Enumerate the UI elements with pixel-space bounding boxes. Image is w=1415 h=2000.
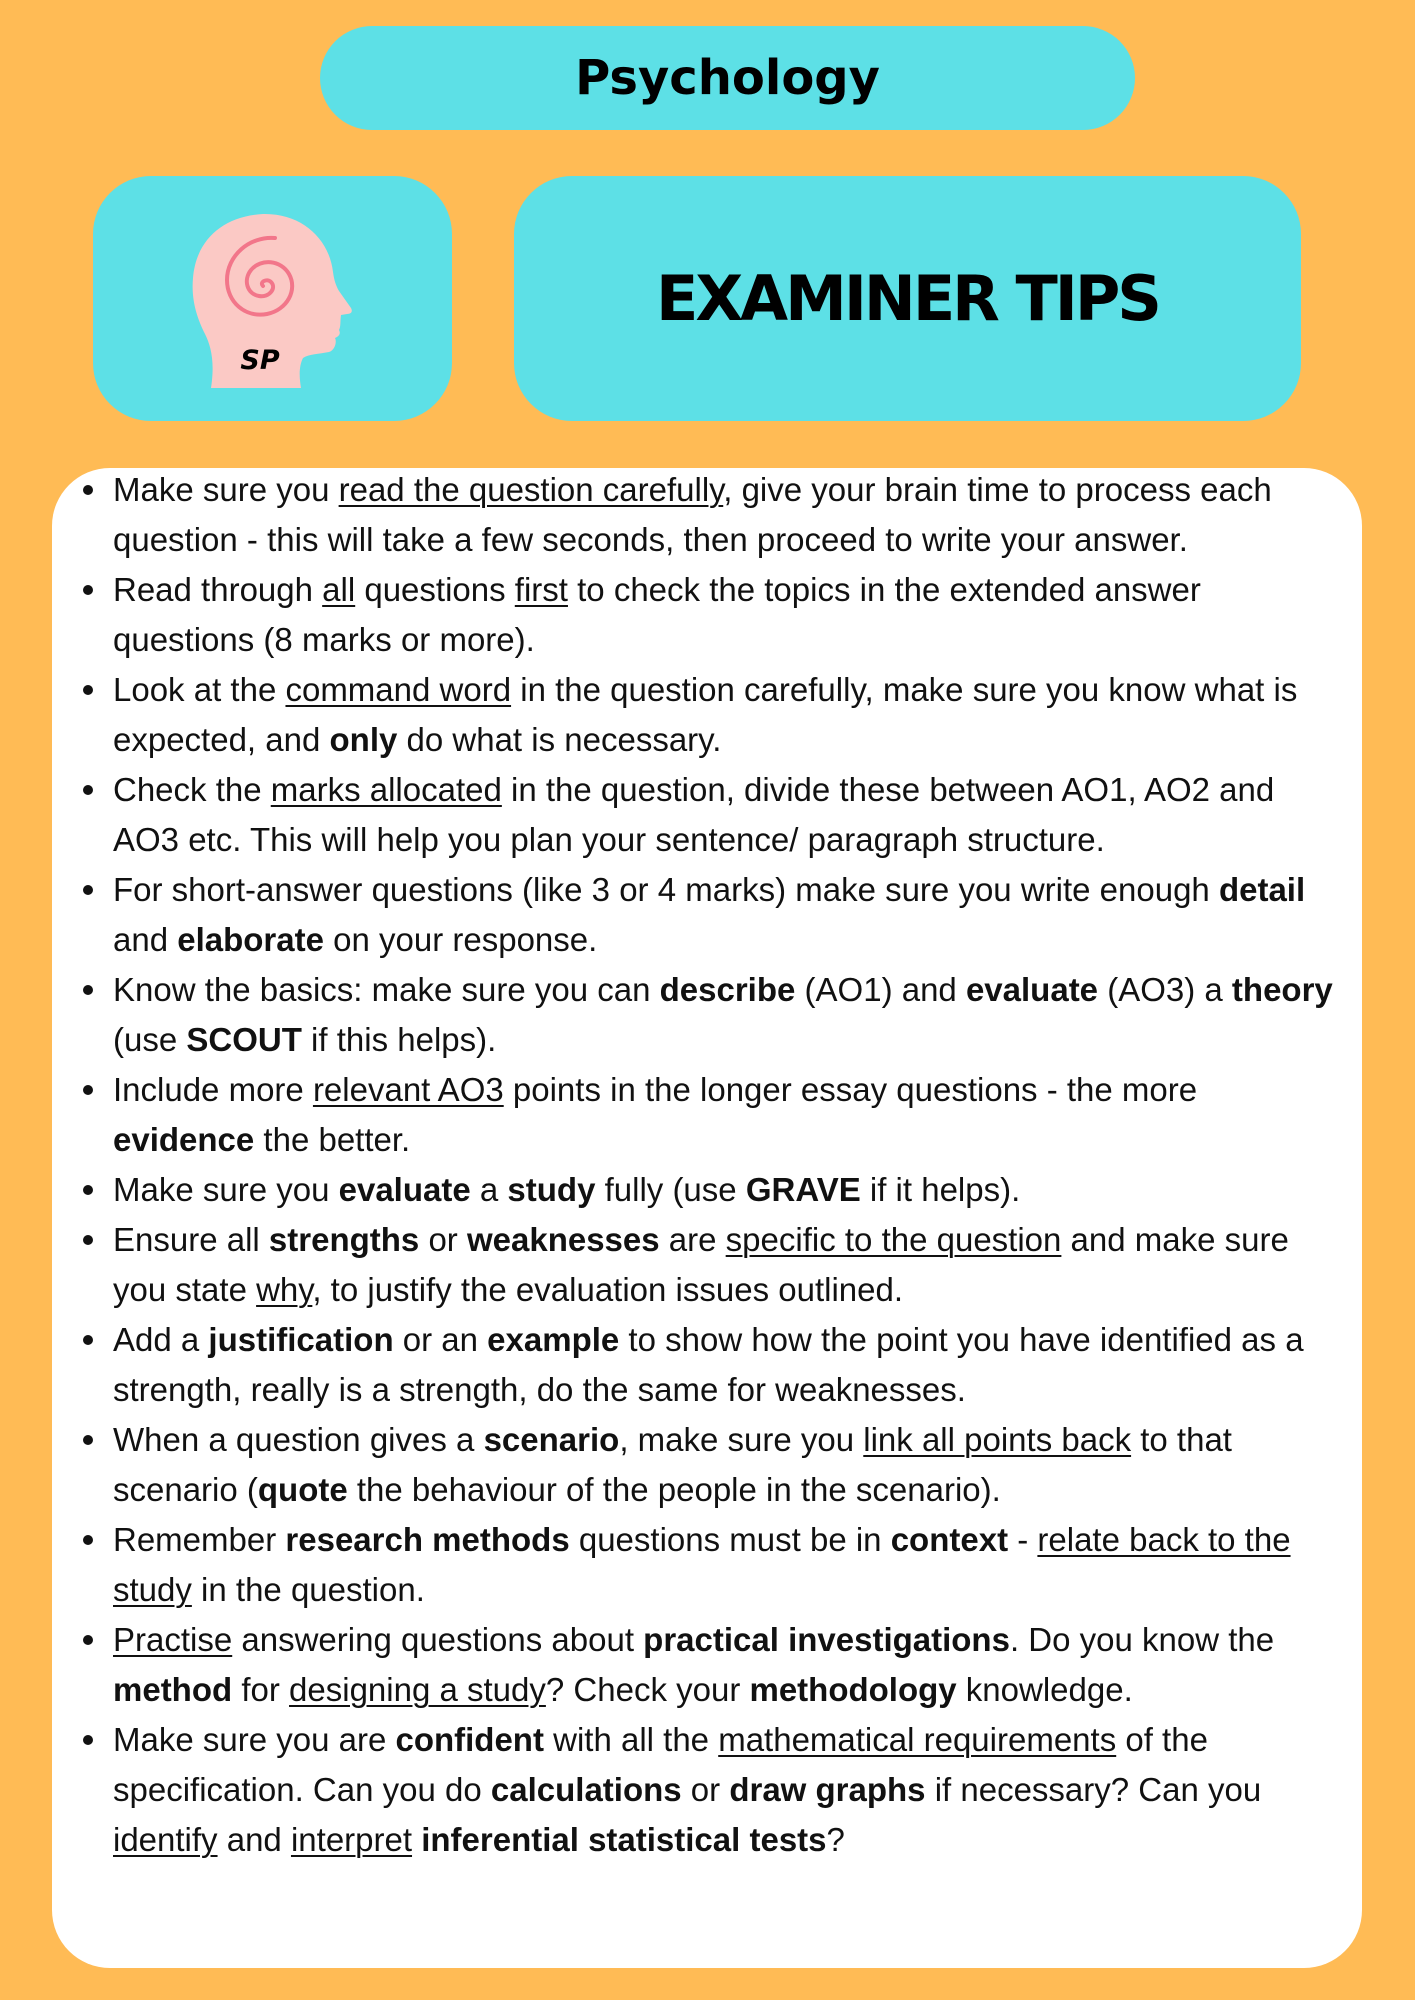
tip-bold-text: draw graphs xyxy=(729,1771,926,1808)
tip-underlined-text: specific to the question xyxy=(725,1221,1062,1258)
tip-text: and make sure you state xyxy=(113,1221,1289,1308)
tip-bold-text: SCOUT xyxy=(186,1021,302,1058)
tip-text: Make sure you xyxy=(113,471,339,508)
tip-bold-text: describe xyxy=(659,971,796,1008)
tip-text: to show how the point you have identified as a strength, really is a strength, do the same for weaknesses. xyxy=(113,1321,1304,1408)
subject-banner xyxy=(320,26,1135,130)
tip-bold-text: practical investigations xyxy=(643,1621,1010,1658)
tip-bold-text: research methods xyxy=(285,1521,570,1558)
head-with-spiral-icon xyxy=(93,176,452,421)
tip-bold-text: evidence xyxy=(113,1121,255,1158)
tip-item xyxy=(113,1715,1333,1865)
tip-text: or an xyxy=(393,1321,488,1358)
tip-bold-text: context xyxy=(890,1521,1009,1558)
tip-bold-text: quote xyxy=(257,1471,348,1508)
tip-underlined-text: relevant AO3 xyxy=(312,1071,504,1108)
tip-bold-text: evaluate xyxy=(338,1171,471,1208)
tips-list xyxy=(113,465,1333,1865)
tip-text xyxy=(412,1821,421,1858)
tip-bold-text: GRAVE xyxy=(745,1171,861,1208)
tip-bold-text: calculations xyxy=(490,1771,682,1808)
tip-item xyxy=(113,565,1333,665)
tip-text: - xyxy=(1008,1521,1038,1558)
tip-bold-text: study xyxy=(507,1171,596,1208)
tip-text: do what is necessary. xyxy=(397,721,722,758)
tip-item xyxy=(113,1315,1333,1415)
tip-item xyxy=(113,1215,1333,1315)
tip-item xyxy=(113,1065,1333,1165)
tip-text: Read through xyxy=(113,571,323,608)
tip-bold-text: evaluate xyxy=(965,971,1099,1008)
tip-item xyxy=(113,1415,1333,1515)
tip-underlined-text: all xyxy=(322,571,356,608)
tip-text: are xyxy=(659,1221,726,1258)
tip-text: . Do you know the xyxy=(1009,1621,1275,1658)
tip-text: with all the xyxy=(543,1721,719,1758)
tip-item xyxy=(113,465,1333,565)
tip-text: answering questions about xyxy=(232,1621,644,1658)
tip-text: ? Check your xyxy=(545,1671,750,1708)
tip-underlined-text: why xyxy=(256,1271,313,1308)
tip-text: knowledge. xyxy=(956,1671,1133,1708)
logo-panel xyxy=(93,176,452,421)
tip-bold-text: theory xyxy=(1231,971,1333,1008)
tip-bold-text: strengths xyxy=(268,1221,420,1258)
tip-text: For short-answer questions (like 3 or 4 marks) make sure you write enough xyxy=(113,871,1219,908)
tip-underlined-text: interpret xyxy=(290,1821,413,1858)
tip-text: or xyxy=(419,1221,467,1258)
tip-text: questions xyxy=(355,571,515,608)
tip-text: in the question, divide these between AO1, AO2 and AO3 etc. This will help you plan your sentence/ paragraph structure. xyxy=(113,771,1275,858)
tip-text: , make sure you xyxy=(619,1421,864,1458)
heading-panel xyxy=(514,176,1301,421)
tip-text: (AO3) a xyxy=(1098,971,1232,1008)
tip-text: on your response. xyxy=(323,921,598,958)
tip-text: if it helps). xyxy=(860,1171,1021,1208)
tip-underlined-text: relate back to the study xyxy=(113,1521,1291,1608)
tip-text: the better. xyxy=(254,1121,411,1158)
tip-bold-text: method xyxy=(113,1671,233,1708)
tip-text: if necessary? Can you xyxy=(925,1771,1262,1808)
tip-item xyxy=(113,1515,1333,1615)
tip-text: or xyxy=(681,1771,730,1808)
tip-text: , to justify the evaluation issues outlined. xyxy=(312,1271,904,1308)
tip-text: Look at the xyxy=(113,671,286,708)
tip-text: and xyxy=(217,1821,291,1858)
tip-item xyxy=(113,1165,1333,1215)
tip-item xyxy=(113,665,1333,765)
tip-bold-text: only xyxy=(329,721,398,758)
tip-item xyxy=(113,865,1333,965)
tip-text: to that scenario ( xyxy=(113,1421,1232,1508)
tip-bold-text: confident xyxy=(395,1721,544,1758)
tip-text: in the question. xyxy=(191,1571,425,1608)
tip-text: Know the basics: make sure you can xyxy=(113,971,660,1008)
tip-bold-text: example xyxy=(487,1321,620,1358)
tip-text: Add a xyxy=(113,1321,209,1358)
tip-text: fully (use xyxy=(595,1171,746,1208)
tip-text: (use xyxy=(113,1021,187,1058)
tip-bold-text: scenario xyxy=(483,1421,620,1458)
tip-text: (AO1) and xyxy=(795,971,966,1008)
tip-text: to check the topics in the extended answer questions (8 marks or more). xyxy=(113,571,1201,658)
page-heading: EXAMINER TIPS xyxy=(656,262,1159,335)
tip-text: When a question gives a xyxy=(113,1421,484,1458)
tip-text: , give your brain time to process each question - this will take a few seconds, then proceed to write your answer. xyxy=(113,471,1272,558)
tip-text: Make sure you are xyxy=(113,1721,396,1758)
tip-underlined-text: command word xyxy=(285,671,512,708)
tip-text: Remember xyxy=(113,1521,286,1558)
tip-bold-text: elaborate xyxy=(177,921,324,958)
tip-underlined-text: marks allocated xyxy=(270,771,502,808)
tip-text: Ensure all xyxy=(113,1221,269,1258)
subject-title: Psychology xyxy=(575,50,880,106)
tip-text: Include more xyxy=(113,1071,313,1108)
tip-text: and xyxy=(113,921,178,958)
logo-initials: SP xyxy=(240,345,280,376)
tip-text: if this helps). xyxy=(301,1021,497,1058)
tip-underlined-text: designing a study xyxy=(289,1671,546,1708)
tip-underlined-text: mathematical requirements xyxy=(718,1721,1117,1758)
tip-text: questions must be in xyxy=(569,1521,891,1558)
tip-bold-text: justification xyxy=(208,1321,394,1358)
tip-text: points in the longer essay questions - the more xyxy=(503,1071,1198,1108)
tip-bold-text: weaknesses xyxy=(466,1221,660,1258)
tip-bold-text: methodology xyxy=(749,1671,957,1708)
tip-text: Check the xyxy=(113,771,271,808)
tip-underlined-text: Practise xyxy=(113,1621,233,1658)
tip-text: ? xyxy=(826,1821,845,1858)
tip-text: Make sure you xyxy=(113,1171,339,1208)
tip-bold-text: inferential statistical tests xyxy=(421,1821,827,1858)
tip-underlined-text: first xyxy=(514,571,568,608)
tip-text: in the question carefully, make sure you know what is expected, and xyxy=(113,671,1298,758)
tip-text: a xyxy=(470,1171,508,1208)
tip-bold-text: detail xyxy=(1218,871,1306,908)
tip-underlined-text: identify xyxy=(113,1821,218,1858)
tip-text: the behaviour of the people in the scenario). xyxy=(347,1471,1001,1508)
tip-item xyxy=(113,765,1333,865)
tip-item xyxy=(113,1615,1333,1715)
tip-underlined-text: link all points back xyxy=(863,1421,1132,1458)
tip-item xyxy=(113,965,1333,1065)
tip-text: of the specification. Can you do xyxy=(113,1721,1208,1808)
tip-text: for xyxy=(232,1671,290,1708)
tip-underlined-text: read the question carefully xyxy=(338,471,724,508)
